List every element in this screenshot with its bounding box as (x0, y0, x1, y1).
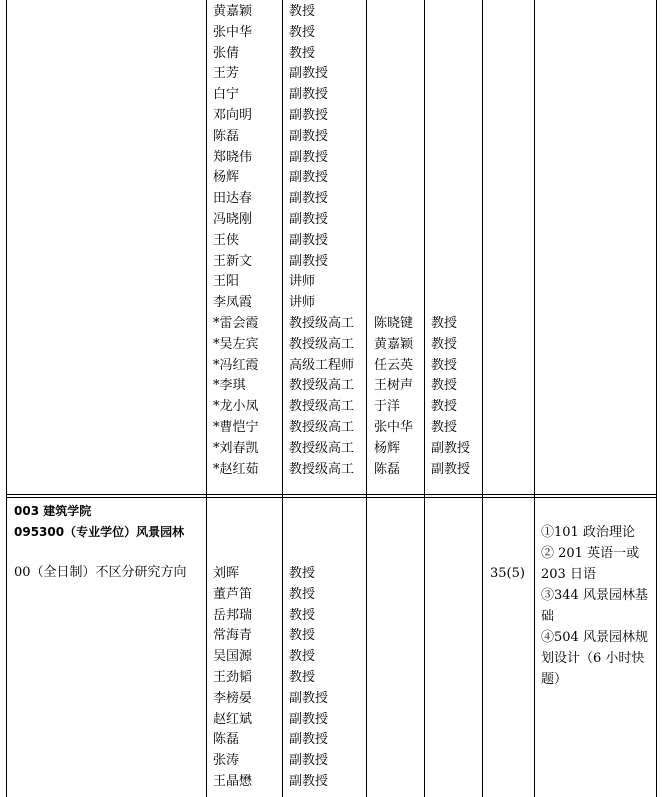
tutor-title: 教授级高工 (289, 399, 355, 415)
tutor-name: *龙小凤 (213, 399, 259, 415)
tutor-name: 黄嘉颖 (213, 4, 253, 19)
tutor-title: 讲师 (289, 274, 316, 290)
tutor-title: 教授 (289, 4, 316, 19)
co-tutor-title: 副教授 (431, 461, 471, 477)
co-tutor-title: 教授 (431, 399, 458, 415)
co-tutor-name: 陈晓键 (374, 316, 414, 331)
divider (482, 0, 483, 797)
tutor-name: 杨辉 (213, 170, 240, 186)
tutor-name: 邓向明 (213, 107, 253, 123)
tutor-names-col-2 (213, 564, 252, 793)
tutor-name: *李琪 (213, 378, 246, 394)
tutor-title: 教授 (289, 628, 316, 644)
co-tutor-name: 陈磊 (374, 461, 401, 477)
co-tutor-name: 于洋 (374, 399, 401, 415)
border-right (656, 0, 657, 797)
tutor-title: 教授级高工 (289, 315, 355, 331)
co-tutor-name: 张中华 (374, 419, 414, 435)
co-tutor-name: 王树声 (374, 378, 414, 394)
divider (534, 0, 535, 797)
tutor-title: 副教授 (289, 753, 329, 769)
row-divider (6, 497, 657, 498)
co-tutor-title: 教授 (431, 357, 458, 373)
tutor-name: 王晶懋 (213, 773, 253, 789)
co-tutor-title: 教授 (431, 378, 458, 394)
tutor-title: 教授 (289, 24, 316, 40)
tutor-title: 教授级高工 (289, 461, 355, 477)
tutor-title: 副教授 (289, 232, 329, 248)
research-direction: 00（全日制）不区分研究方向 (14, 564, 187, 580)
tutor-title: 副教授 (289, 773, 329, 789)
divider (206, 0, 207, 797)
divider (424, 0, 425, 797)
tutor-title: 副教授 (289, 87, 329, 103)
tutor-title: 教授 (289, 586, 316, 602)
divider (282, 0, 283, 797)
tutor-names-col-1 (213, 2, 259, 480)
tutor-name: 田达春 (213, 191, 253, 207)
divider (366, 0, 367, 797)
tutor-name: 郑晓伟 (213, 149, 253, 165)
tutor-name: *曹恺宁 (213, 419, 259, 435)
tutor-name: 白宁 (213, 87, 240, 103)
enrollment-col (490, 564, 525, 585)
tutor-title: 副教授 (289, 253, 329, 269)
tutor-title: 副教授 (289, 107, 329, 123)
tutor-name: 王阳 (213, 274, 240, 290)
tutor-name: 李榜晏 (213, 690, 253, 706)
co-tutor-title: 教授 (431, 316, 458, 331)
tutor-title: 教授 (289, 669, 316, 685)
tutor-title: 副教授 (289, 128, 329, 144)
tutor-title: 教授级高工 (289, 419, 355, 435)
tutor-title: 教授 (289, 649, 316, 665)
tutor-name: *刘春凯 (213, 440, 259, 456)
tutor-name: 李凤霞 (213, 295, 253, 311)
program-info (14, 501, 204, 583)
tutor-title: 教授级高工 (289, 378, 355, 394)
tutor-title: 副教授 (289, 711, 329, 727)
enrollment-count: 35(5) (490, 566, 525, 581)
tutor-name: 王新文 (213, 253, 253, 269)
tutor-title: 副教授 (289, 149, 329, 165)
tutor-title: 教授级高工 (289, 440, 355, 456)
tutor-name: 陈磊 (213, 732, 240, 748)
tutor-title: 教授 (289, 607, 316, 623)
tutor-title: 讲师 (289, 295, 316, 311)
tutor-name: 王芳 (213, 66, 240, 82)
co-tutor-titles-col-1 (431, 314, 470, 480)
co-tutor-title: 教授 (431, 336, 458, 352)
tutor-name: 冯晓刚 (213, 211, 253, 227)
exam-subject: ② 201 英语一或 203 日语 (541, 546, 640, 582)
tutor-name: 陈磊 (213, 128, 240, 144)
border-left (6, 0, 7, 797)
tutor-name: 王侠 (213, 232, 240, 248)
tutor-name: 张中华 (213, 24, 253, 40)
tutor-title: 教授级高工 (289, 336, 355, 352)
college-name: 003 建筑学院 (14, 504, 92, 518)
tutor-title: 副教授 (289, 211, 329, 227)
tutor-name: *吴左宾 (213, 336, 259, 352)
tutor-name: 岳邦瑞 (213, 607, 253, 623)
tutor-name: 董芦笛 (213, 586, 253, 602)
tutor-name: 王劲韬 (213, 669, 253, 685)
tutor-titles-col-2 (289, 564, 328, 793)
exam-subject: ③344 风景园林基础 (541, 588, 648, 624)
exam-subject: ④504 风景园林规划设计（6 小时快题） (541, 630, 648, 687)
co-tutor-name: 任云英 (374, 357, 414, 373)
tutor-name: *赵红茹 (213, 461, 259, 477)
tutor-name: 赵红斌 (213, 711, 253, 727)
tutor-title: 教授 (289, 566, 316, 581)
tutor-title: 教授 (289, 45, 316, 61)
tutor-name: *雷会霞 (213, 315, 259, 331)
tutor-title: 副教授 (289, 170, 329, 186)
tutor-title: 副教授 (289, 690, 329, 706)
tutor-title: 副教授 (289, 66, 329, 82)
tutor-title: 副教授 (289, 732, 329, 748)
tutor-name: 张倩 (213, 45, 240, 61)
co-tutor-title: 教授 (431, 419, 458, 435)
tutor-name: 常海青 (213, 628, 253, 644)
exam-subjects (541, 522, 653, 690)
row-divider (6, 494, 657, 495)
co-tutor-names-col-1 (374, 314, 413, 480)
co-tutor-name: 黄嘉颖 (374, 336, 414, 352)
tutor-name: 张涛 (213, 753, 240, 769)
tutor-name: 刘晖 (213, 566, 240, 581)
tutor-name: *冯红霞 (213, 357, 259, 373)
exam-subject: ①101 政治理论 (541, 525, 635, 540)
tutor-titles-col-1 (289, 2, 354, 480)
co-tutor-title: 副教授 (431, 440, 471, 456)
tutor-name: 吴国源 (213, 649, 253, 665)
major-name: 095300（专业学位）风景园林 (14, 524, 185, 539)
tutor-title: 副教授 (289, 191, 329, 207)
co-tutor-name: 杨辉 (374, 440, 401, 456)
tutor-title: 高级工程师 (289, 357, 355, 373)
